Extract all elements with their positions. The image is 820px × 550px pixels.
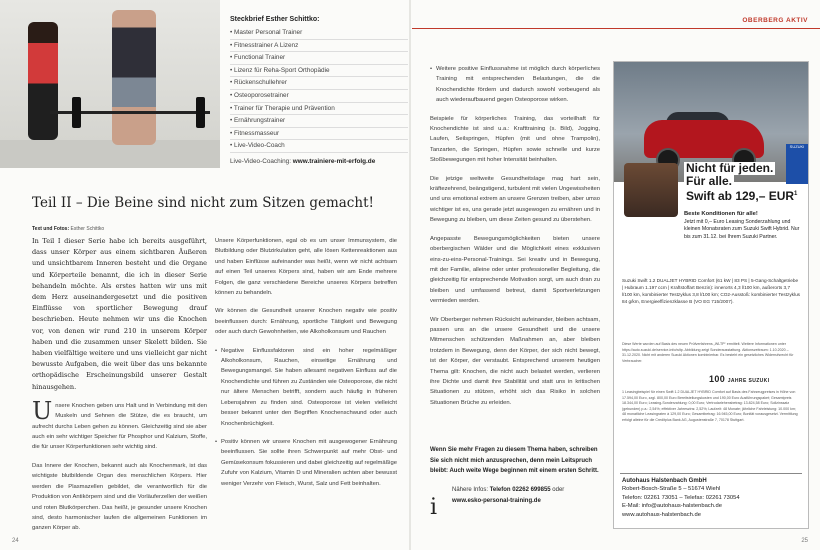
- article-paragraph: Angepasste Bewegungsmöglichkeiten bieten unsere oberbergischen Wälder und die Möglichkeit eines exklusiven eins-zu-eins-Personal-Trainings. Sei kreativ und in Bewegung, mit der Familie, alleine oder unter professioneller Begleitung, die gleichzeitig für entsprechende Motivation sorgt, um auch dran zu bleiben und umfassend betreut, damit Sportverletzungen vermieden werden.: [430, 235, 600, 305]
- section-rule: [412, 28, 820, 29]
- article-paragraph: Wir können die Gesundheit unserer Knochen negativ wie positiv beeinflussen durch: Ernährung, sportliche Tätigkeit und Bewegung oder auch durch Gewohnheiten, wie Alkoholkonsum und Rauchen: [215, 308, 397, 336]
- list-item: • Fitnesstrainer A Lizenz: [230, 40, 408, 53]
- byline: Text und Fotos: Esther Schittko: [32, 226, 105, 232]
- page-number-left: 24: [12, 538, 19, 544]
- list-item: • Negative Einflussfaktoren sind ein hoher regelmäßiger Alkoholkonsum, Rauchen, einseitige Ernährung und Bewegungsmangel. Sie haben allesamt negativen Einfluss auf die Knochendichte und führen zu Zuständen wie Osteoporose, die nicht nur ältere Menschen betrifft, sondern auch häufig in früheren Lebensjahren zu finden sind. Osteoporose ist vielen vielleicht besser bekannt unter den Begriffen Knochenschwund oder auch Knochenbrüchigkeit.: [215, 346, 397, 429]
- article-column-1: [32, 236, 207, 542]
- article-paragraph: Die jetzige weltweite Gesundheitslage mag hart sein, kräftezehrend, beängstigend, turbulent mit vielen Ungewissheiten und uns emotional extrem an unsere Grenzen treiben, aber umso wichtiger ist es, uns gerade jetzt ausgewogen zu ernähren und in Bewegung zu bleiben, um diese Zeiten gesund zu überstehen.: [430, 175, 600, 224]
- suzuki-advertisement: [613, 61, 809, 529]
- article-paragraph: Beispiele für körperliches Training, das vorteilhaft für Knochendichte ist sind u.a.: Krafttraining (s. Bild), Jogging, Laufen, Seilspringen, Hüpfen (mit und ohne Trampolin), Tanzarten, die Springen, Hüpfen sowie schnelle und kurze Stoßbewegungen mit hoher Intensität beinhalten.: [430, 115, 600, 164]
- website-link[interactable]: www.esko-personal-training.de: [452, 497, 541, 504]
- ad-leasing-note: 1 Leasingbeispiel für einen Swift 1.2 DUALJET HYBRID Comfort auf Basis des Fahrzeugpreises in Höhe von 17.594,00 Euro, zzgl. 800,00 Euro Bereitstellungskosten und 190,00 Euro Ausführungspaket; Gesamtpreis 18.344,00 Euro; Leasing-Sonderzahlung: 0,00 Euro; Vertrodarlehensbetrag: 13.824,58 Euro; Sollzinssatz (gebunden) p.a.: 2,54%; effektiver Jahreszins: 2,52%; Laufzeit: 48 Monate; jährliche Fahrleistung: 10.000 km; 48 monatliche Leasingraten à 129,00 Euro; Gesamtbetrag: 16.945,00 Euro; Bonität vorausgesetzt. Vermittlung erfolgt alleine für die Creditplus Bank AG, Augustenstraße 7, 70178 Stuttgart.: [622, 390, 798, 422]
- factor-list: [215, 346, 397, 489]
- suzuki-logo-badge: SUZUKI: [786, 144, 808, 184]
- article-lead: In Teil I dieser Serie habe ich bereits ausgeführt, dass unser Körper aus einem sichtbaren Äußeren und unsichtbarem Inneren besteht und die Organe und Körperteile benannt, die ich in dieser Serie behandeln möchte. Als erstes hatten wir uns mit dem Herz auseinandergesetzt und die positiven Einflüsse von sportlicher Bewegung drauf beschrieben. Heute nehmen wir uns die Knochen vor, von denen wir rund 210 in unserem Körper haben und die zusammen unser Skelett bilden. Sie haben vielfältige weitere und uns vielleicht gar nicht bewusste Aufgaben, die weit über das uns bekannte orthopädische Erscheinungsbild unserer Gestalt hinausgehen.: [32, 237, 207, 391]
- dealer-info: Autohaus Halstenbach GmbH Robert-Bosch-Straße 5 – 51674 Wiehl Telefon: 02261 73051 – Telefax: 02261 73054 E-Mail: info@autohaus-halstenbach.de www.autohaus-halstenbach.de: [622, 478, 740, 518]
- video-coaching-line: Live-Video-Coaching: www.trainiere-mit-erfolg.de: [230, 157, 376, 165]
- training-photo: [0, 0, 220, 168]
- ad-conditions: Beste Konditionen für alle! Jetzt mit 0,– Euro Leasing Sonderzahlung und kleinen Monatsraten zum Suzuki Swift Hybrid. Nur bis zum 31.12. bei Ihrem Suzuki Partner.: [684, 211, 800, 240]
- video-coaching-link[interactable]: www.trainiere-mit-erfolg.de: [292, 157, 376, 165]
- article-paragraph: Unsere Knochen geben uns Halt und in Verbindung mit den Muskeln und Sehnen die Stütze, die es braucht, um aufrecht durchs Leben gehen zu können. Gleichzeitig sind sie aber auch ein sehr wichtiger Speicher für Phosphor und Kalzium, Stoffe, die für unser Körperfunktionen sehr wichtig sind.: [32, 396, 207, 451]
- list-item: • Master Personal Trainer: [230, 27, 408, 40]
- ad-portrait: [624, 163, 678, 217]
- list-item: • Fitnessmasseur: [230, 128, 408, 141]
- dealer-email-link[interactable]: E-Mail: info@autohaus-halstenbach.de: [622, 503, 722, 510]
- magazine-spread: Steckbrief Esther Schittko: • Master Personal Trainer • Fitnesstrainer A Lizenz • Functional Trainer • Lizenz für Reha-Sport Orthopädie • Rückenschullehrer • Osteoporosetrainer • Trainer für Therapie und Prävention • Ernährungstrainer • Fitnessmasseur • Live-Video-Coach Live-Video-Coaching: www.trainiere-mit-erfolg.de Teil II – Die Beine sind nicht zum Sitzen gemacht! Text und Fotos: Esther Schittko In Teil I dieser Serie habe ich bereits ausgeführt, dass unser Körper aus einem sichtbaren Äußeren und unsichtbarem Inneren besteht und die Organe und Körperteile benannt, die ich in dieser Serie behandeln möchte. Als erstes hatten wir uns mit dem Herz auseinandergesetzt und die positiven Einflüsse von sportlicher Bewegung drauf beschrieben. Heute nehmen wir uns die Knochen vor, von denen wir rund 210 in unserem Körper haben und die zusammen unser Skelett bilden. Sie haben vielfältige weitere und uns vielleicht gar nicht bewusste Aufgaben, die weit über das uns bekannte orthopädische Erscheinungsbild unserer Gestalt hinausgehen. Unsere Knochen geben uns Halt und in Verbindung mit den Muskeln und Sehnen die Stütze, die es braucht, um aufrecht durchs Leben gehen zu können. Gleichzeitig sind sie aber auch ein sehr wichtiger Speicher für Phosphor und Kalzium, Stoffe, die für unser Körperfunktionen sehr wichtig sind. Das Innere der Knochen, bekannt auch als Knochenmark, ist das wichtigste blutbildende Organ des menschlichen Körpers. Hier werden die Plasmazellen gebildet, die verantwortlich für die Produktion von Antikörpern sind und die Vorläuferzellen der weißen und roten Blutkörperchen. Das heißt, je gesunder unsere Knochen sind, desto harmonischer laufen die allgemeinen Funktionen im ganzen Körper ab. Unsere Körperfunktionen, egal ob es um unser Immunsystem, die Blutbildung oder Blutzirkulation geht, alle lösen Kettenreaktionen aus und haben Einflüsse aufeinander was heißt, wenn wir nicht achtsam auf einen Teil unseres Körpers sind, haben wir am Ende mehrere Folgen, die ganz verschiedene Bereiche unseres Körpers betreffen können zu behandeln. Wir können die Gesundheit unserer Knochen negativ wie positiv beeinflussen durch: Ernährung, sportliche Tätigkeit und Bewegung oder auch durch Gewohnheiten, wie Alkoholkonsum und Rauchen • Negative Einflussfaktoren sind ein hoher regelmäßiger Alkoholkonsum, Rauchen, einseitige Ernährung und Bewegungsmangel. Sie haben allesamt negativen Einfluss auf die Knochendichte und führen zu Zuständen wie Osteoporose, die nicht nur ältere Menschen betrifft, sondern auch häufig in früheren Lebensjahren zu finden sind. Osteoporose ist vielen vielleicht besser bekannt unter den Begriffen Knochenschwund oder auch Knochenbrüchigkeit. • Positiv können wir unsere Knochen mit ausgewogener Ernährung beeinflussen. Sie sollte ihren Schwerpunkt auf mehr Obst- und Gemüsekonsum fokussieren und dabei gleichzeitig auf regelmäßige Zufuhr von Kalzium, Vitamin D und Mineralien achten aber bewusst weniger Verzehr von Fleisch, Wurst, Salz und Fett beinhalten. OBERBERG AKTIV • Weitere positive Einflussnahme ist möglich durch körperliches Training mit entsprechenden Belastungen, die die Knochendichte fördern und dadurch sowohl vorbeugend als auch wiederaufbauend gegen Osteoporose wirken. Beispiele für körperliches Training, das vorteilhaft für Knochendichte ist sind u.a.: Krafttraining (s. Bild), Jogging, Laufen, Seilspringen, Hüpfen (mit und ohne Trampolin), Tanzarten, die Springen, Hüpfen sowie schnelle und kurze Stoßbewegungen mit hoher Intensität beinhalten. Die jetzige weltweite Gesundheitslage mag hart sein, kräftezehrend, beängstigend, turbulent mit vielen Ungewissheiten und uns emotional extrem an unsere Grenzen treiben, aber umso wichtiger ist es, uns gerade jetzt ausgewogen zu ernähren und in Bewegung zu bleiben, um diese Zeiten gesund zu überstehen. Angepasste Bewegungsmöglichkeiten bieten unsere oberbergischen Wälder und die Möglichkeit eines exklusiven eins-zu-eins-Personal-Trainings. Sei kreativ und in Bewegung, mit der Familie, alleine oder unter professioneller Begleitung, die gleichzeitig für entsprechende Motivation sorgt, um auch dran zu bleiben und umfassend betreut, damit Sportverletzungen vermieden werden. Wir Oberberger nehmen Rücksicht aufeinander, bleiben achtsam, passen uns an die unsere Gesundheit und die unsere Mitmenschen schützenden Maßnahmen an, aber bleiben trotzdem in Bewegung, denn der Körper, der sich nicht bewegt, ist der Körper, der verstaubt. Entsprechend unserem heutigen Thema gilt: Knochen, die nicht auch belastet werden, verlieren ihre Dichte und damit ihre Stabilität und statt uns in kritischen Situationen zu stützen, erhöht sich das Risiko in solchen Situationen Brüche zu erleiden. Wenn Sie mehr Fragen zu diesem Thema haben, schreiben Sie sich nicht mich anzusprechen, denn mein Leitspruch bleibt: Auch weite Wege beginnen mit einem ersten Schritt. i Nähere Infos: Telefon 02262 699855 oder www.esko-personal-training.de SUZUKI Nicht für jeden. Für alle. Swift ab 129,– EUR$^1$ Beste Konditionen für alle! Jetzt mit 0,– Euro Leasing Sonderzahlung und kleinen Monatsraten zum Suzuki Swift Hybrid. Nur bis zum 31.12. bei Ihrem Suzuki Partner. Suzuki Swift 1.2 DUALJET HYBRID Comfort (61 kW | 83 PS | 5-Gang-Schaltgetriebe | Hubraum 1.197 ccm | Kraftstoffart Benzin): innerorts 4,3 l/100 km, außerorts 3,7 l/100 km, kombinierter Testzyklus 3,8 l/100 km; CO2-Ausstoß: kombinierter Testzyklus 84 g/km, Energieeffizienzklasse B (VO EG 715/2007). Diese Werte wurden auf Basis des neuen Prüfverfahrens „WLTP“ ermittelt. Weitere Informationen unter https://auto.suzuki.de/service-info/wltp. Abbildung zeigt Sonderausstattung. Aktionszeitraum: 1.10.2020 – 31.12.2020. Nicht mit anderen Suzuki Aktionen kombinierbar. Es besteht ein gesetzliches Widerrufsrecht für Verbraucher. 100 JAHRE SUZUKI 1 Leasingbeispiel für einen Swift 1.2 DUALJET HYBRID Comfort auf Basis des Fahrzeugpreises in Höhe von 17.594,00 Euro, zzgl. 800,00 Euro Bereitstellungskosten und 190,00 Euro Ausführungspaket; Gesamtpreis 18.344,00 Euro; Leasing-Sonderzahlung: 0,00 Euro; Vertrodarlehensbetrag: 13.824,58 Euro; Sollzinssatz (gebunden) p.a.: 2,54%; effektiver Jahreszins: 2,52%; Laufzeit: 48 Monate; jährliche Fahrleistung: 10.000 km; 48 monatliche Leasingraten à 129,00 Euro; Gesamtbetrag: 16.945,00 Euro; Bonität vorausgesetzt. Vermittlung erfolgt alleine für die Creditplus Bank AG, Augustenstraße 7, 70178 Stuttgart. Autohaus Halstenbach GmbH Robert-Bosch-Straße 5 – 51674 Wiehl Telefon: 02261 73051 – Telefax: 02261 73054 E-Mail: info@autohaus-halstenbach.de www.autohaus-halstenbach.de 24 25: [0, 0, 820, 550]
- profile-box: [230, 16, 408, 165]
- list-item: • Rückenschullehrer: [230, 77, 408, 90]
- list-item: • Ernährungstrainer: [230, 115, 408, 128]
- page-gutter: [409, 0, 411, 550]
- dropcap: U: [32, 396, 53, 425]
- ad-legal-note: Diese Werte wurden auf Basis des neuen Prüfverfahrens „WLTP“ ermittelt. Weitere Informationen unter https://auto.suzuki.de/service-info/wltp. Abbildung zeigt Sonderausstattung. Aktionszeitraum: 1.10.2020 – 31.12.2020. Nicht mit anderen Suzuki Aktionen kombinierbar. Es besteht ein gesetzliches Widerrufsrecht für Verbraucher.: [622, 342, 794, 363]
- article-title: Teil II – Die Beine sind nicht zum Sitzen gemacht!: [32, 195, 374, 211]
- dealer-website-link[interactable]: www.autohaus-halstenbach.de: [622, 511, 701, 518]
- closing-question: Wenn Sie mehr Fragen zu diesem Thema haben, schreiben Sie sich nicht mich anzusprechen, denn mein Leitspruch bleibt: Auch weite Wege beginnen mit einem ersten Schritt.: [430, 447, 599, 474]
- list-item: • Osteoporosetrainer: [230, 90, 408, 103]
- anniversary-logo: 100 JAHRE SUZUKI: [709, 374, 770, 384]
- athlete-figure: [112, 10, 156, 145]
- article-paragraph: Unsere Körperfunktionen, egal ob es um unser Immunsystem, die Blutbildung oder Blutzirkulation geht, alle lösen Kettenreaktionen aus und haben Einflüsse aufeinander was heißt, wenn wir nicht achtsam auf einen Teil unseres Körpers sind, haben wir am Ende mehrere Folgen, die ganz verschiedene Bereiche unseres Körpers betreffen können zu behandeln.: [215, 238, 397, 297]
- profile-title: Steckbrief Esther Schittko:: [230, 16, 320, 23]
- list-item: • Trainer für Therapie und Prävention: [230, 103, 408, 116]
- qualification-list: [230, 27, 408, 153]
- list-item: • Functional Trainer: [230, 52, 408, 65]
- list-item: • Positiv können wir unsere Knochen mit ausgewogener Ernährung beeinflussen. Sie sollte ihren Schwerpunkt auf mehr Obst- und Gemüsekonsum fokussieren und dabei gleichzeitig auf regelmäßige Zufuhr von Kalzium, Vitamin D und Mineralien achten aber bewusst weniger Verzehr von Fleisch, Wurst, Salz und Fett beinhalten.: [215, 437, 397, 489]
- info-icon: i: [430, 495, 438, 520]
- ad-headline: Nicht für jeden. Für alle. Swift ab 129,– EUR$^1$: [686, 161, 798, 203]
- article-paragraph: Wir Oberberger nehmen Rücksicht aufeinander, bleiben achtsam, passen uns an die unsere Gesundheit und die unsere Mitmenschen schützenden Maßnahmen an, aber bleiben trotzdem in Bewegung, denn der Körper, der sich nicht bewegt, ist der Körper, der verstaubt. Entsprechend unserem heutigen Thema gilt: Knochen, die nicht auch belastet werden, verlieren ihre Dichte und damit ihre Stabilität und statt uns in kritischen Situationen zu stützen, erhöht sich das Risiko in solchen Situationen Brüche zu erleiden.: [430, 316, 600, 406]
- list-item: • Lizenz für Reha-Sport Orthopädie: [230, 65, 408, 78]
- article-column-2: [215, 236, 397, 497]
- section-label: OBERBERG AKTIV: [742, 17, 808, 24]
- page-number-right: 25: [801, 538, 808, 544]
- list-item: • Live-Video-Coach: [230, 140, 408, 153]
- article-paragraph: Das Innere der Knochen, bekannt auch als Knochenmark, ist das wichtigste blutbildende Organ des menschlichen Körpers. Hier werden die Plasmazellen gebildet, die verantwortlich für die Produktion von Antikörpern sind und die Vorläuferzellen der weißen und roten Blutkörperchen. Das heißt, je gesunder unsere Knochen sind, desto harmonischer laufen die allgemeinen Funktionen im ganzen Körper ab.: [32, 462, 207, 532]
- phone-link[interactable]: Telefon 02262 699855: [489, 487, 551, 493]
- trainer-figure: [28, 22, 58, 140]
- list-item: • Weitere positive Einflussnahme ist möglich durch körperliches Training mit entsprechenden Belastungen, die die Knochendichte fördern und dadurch sowohl vorbeugend als auch wiederaufbauend gegen Osteoporose wirken.: [430, 64, 600, 106]
- ad-specs: Suzuki Swift 1.2 DUALJET HYBRID Comfort (61 kW | 83 PS | 5-Gang-Schaltgetriebe | Hubraum 1.197 ccm | Kraftstoffart Benzin): innerorts 4,3 l/100 km, außerorts 3,7 l/100 km, kombinierter Testzyklus 3,8 l/100 km; CO2-Ausstoß: kombinierter Testzyklus 84 g/km, Energieeffizienzklasse B (VO EG 715/2007).: [622, 278, 801, 304]
- article-column-3: [430, 64, 600, 416]
